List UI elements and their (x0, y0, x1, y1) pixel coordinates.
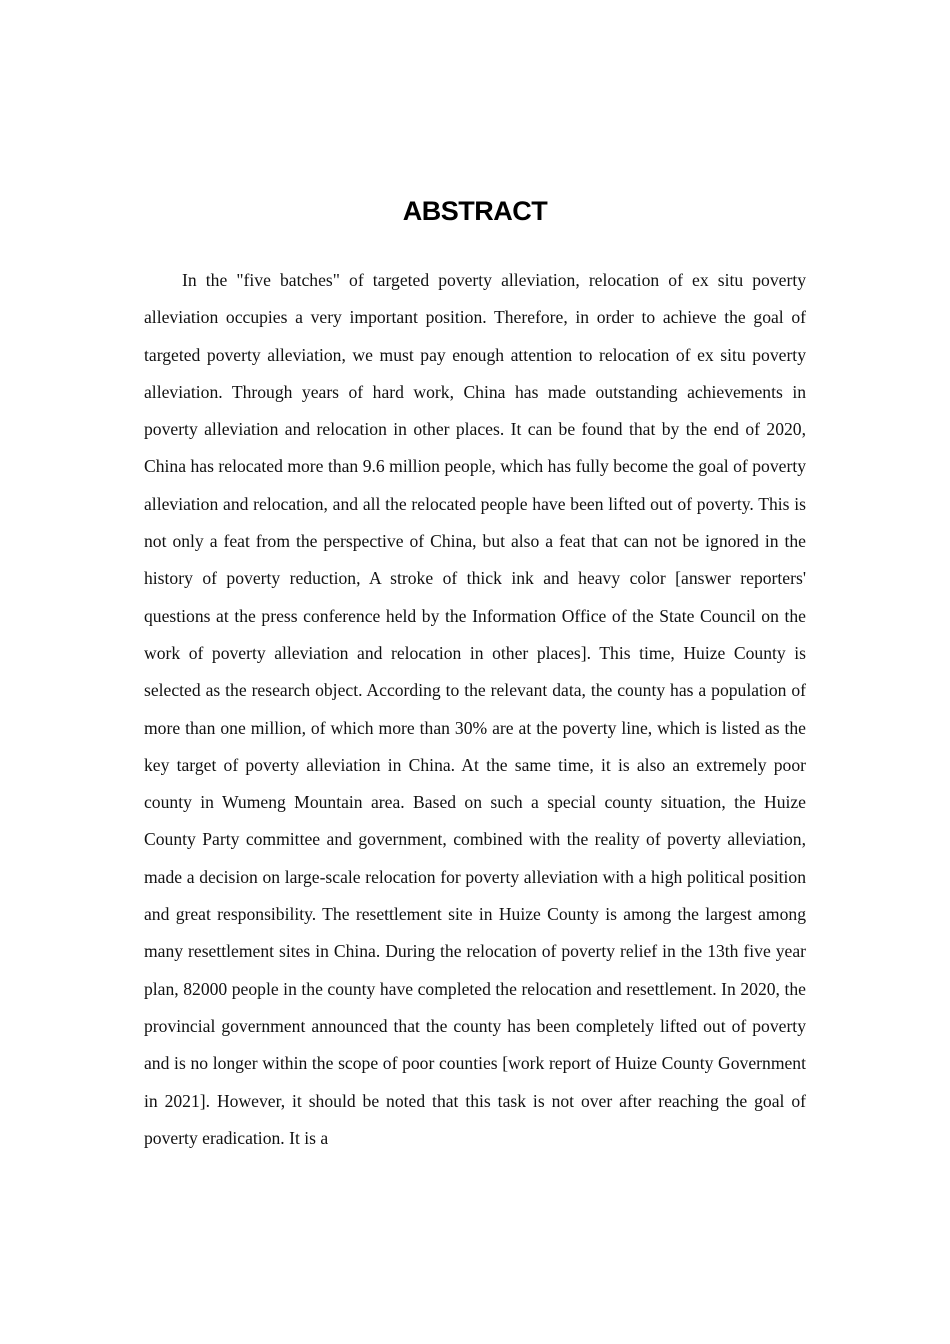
abstract-paragraph: In the "five batches" of targeted poverty alleviation, relocation of ex situ poverty alleviation occupies a very important position. Therefore, in order to achieve the goal of targeted poverty alleviation, we must pay enough attention to relocation of ex situ poverty alleviation. Through years of hard work, China has made outstanding achievements in poverty alleviation and relocation in other places. It can be found that by the end of 2020, China has relocated more than 9.6 million people, which has fully become the goal of poverty alleviation and relocation, and all the relocated people have been lifted out of poverty. This is not only a feat from the perspective of China, but also a feat that can not be ignored in the history of poverty reduction, A stroke of thick ink and heavy color [answer reporters' questions at the press conference held by the Information Office of the State Council on the work of poverty alleviation and relocation in other places]. This time, Huize County is selected as the research object. According to the relevant data, the county has a population of more than one million, of which more than 30% are at the poverty line, which is listed as the key target of poverty alleviation in China. At the same time, it is also an extremely poor county in Wumeng Mountain area. Based on such a special county situation, the Huize County Party committee and government, combined with the reality of poverty alleviation, made a decision on large-scale relocation for poverty alleviation with a high political position and great responsibility. The resettlement site in Huize County is among the largest among many resettlement sites in China. During the relocation of poverty relief in the 13th five year plan, 82000 people in the county have completed the relocation and resettlement. In 2020, the provincial government announced that the county has been completely lifted out of poverty and is no longer within the scope of poor counties [work report of Huize County Government in 2021]. However, it should be noted that this task is not over after reaching the goal of poverty eradication. It is a (144, 270, 806, 1148)
abstract-heading: ABSTRACT (402, 196, 548, 226)
